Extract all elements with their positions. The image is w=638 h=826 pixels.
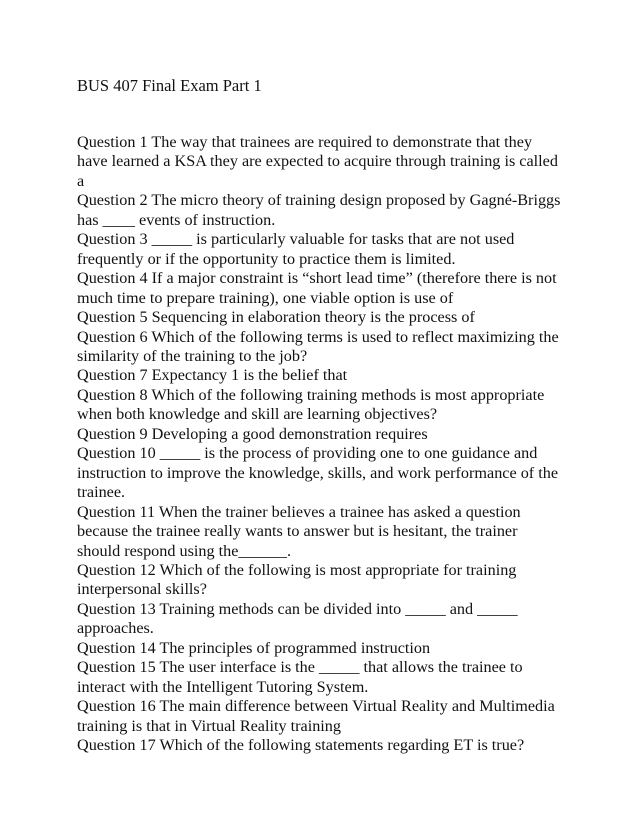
question-16: Question 16 The main difference between Virtual Reality and Multimedia training is that in Virtual Reality training [77, 697, 555, 735]
question-6: Question 6 Which of the following terms is used to reflect maximizing the similarity of the training to the job? [77, 327, 559, 365]
question-12: Question 12 Which of the following is most appropriate for training interpersonal skills? [77, 560, 517, 599]
question-15: Question 15 The user interface is the _____ that allows the trainee to interact with the Intelligent Tutoring System. [77, 658, 523, 696]
question-14: Question 14 The principles of programmed instruction [77, 638, 431, 657]
question-8: Question 8 Which of the following training methods is most appropriate when both knowledge and skill are learning objectives? [77, 385, 545, 424]
question-9: Question 9 Developing a good demonstration requires [77, 424, 428, 443]
document-title: BUS 407 Final Exam Part 1 [77, 76, 262, 95]
question-1: Question 1 The way that trainees are required to demonstrate that they have learned a KSA they are expected to acquire through training is called a [77, 133, 558, 190]
question-17: Question 17 Which of the following statements regarding ET is true? [77, 736, 525, 755]
question-5: Question 5 Sequencing in elaboration theory is the process of [77, 308, 475, 327]
question-10: Question 10 _____ is the process of providing one to one guidance and instruction to improve the knowledge, skills, and work performance of the trainee. [77, 444, 559, 502]
question-7: Question 7 Expectancy 1 is the belief that [77, 366, 348, 385]
question-2: Question 2 The micro theory of training design proposed by Gagné-Briggs has ____ events of instruction. [77, 191, 561, 229]
question-13: Question 13 Training methods can be divided into _____ and _____ approaches. [77, 599, 518, 638]
question-3: Question 3 _____ is particularly valuable for tasks that are not used frequently or if the opportunity to practice them is limited. [77, 230, 515, 268]
question-list [77, 133, 563, 756]
question-11: Question 11 When the trainer believes a trainee has asked a question because the trainee really wants to answer but is hesitant, the trainer should respond using the______. [77, 502, 521, 560]
question-4: Question 4 If a major constraint is “short lead time” (therefore there is not much time to prepare training), one viable option is use of [77, 269, 557, 307]
